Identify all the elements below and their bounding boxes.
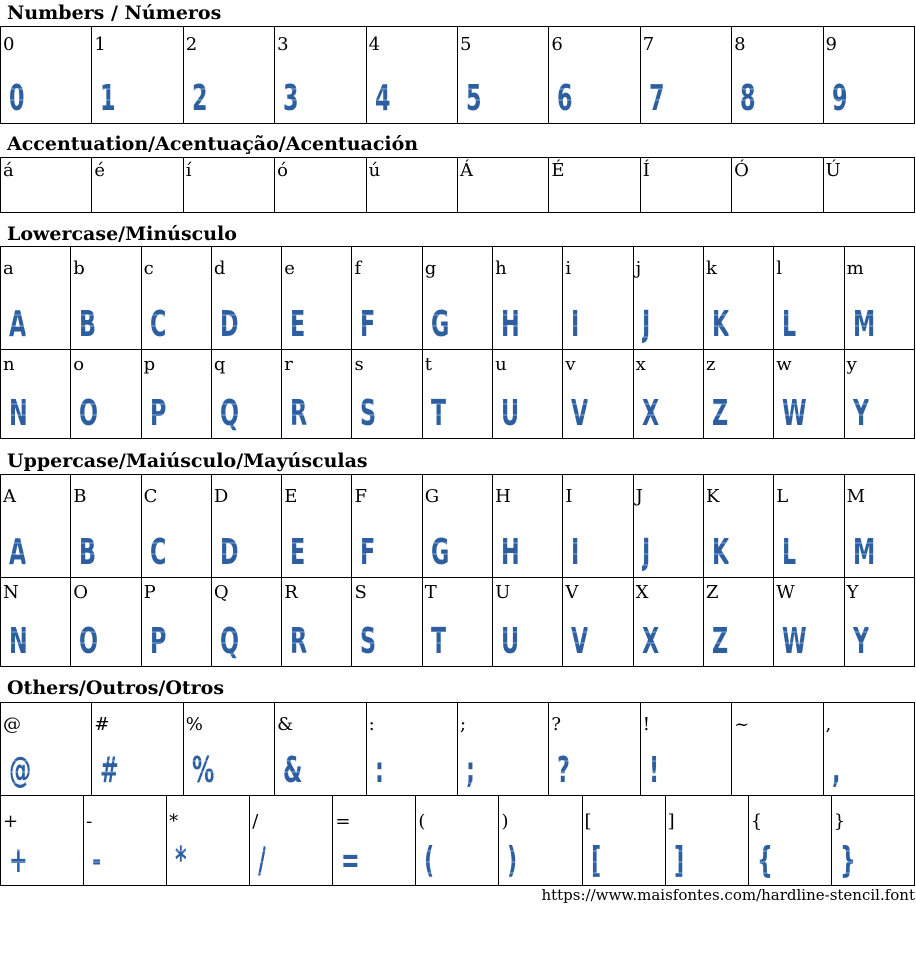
- char-label: I: [565, 486, 573, 507]
- char-label: S: [354, 582, 367, 603]
- stencil-glyph: &: [283, 750, 303, 791]
- glyph-cell: [352, 578, 422, 667]
- char-label: Y: [846, 582, 859, 603]
- glyph-cell: [457, 158, 548, 213]
- stencil-glyph: 7: [648, 78, 664, 119]
- uppercase-row-2: [1, 578, 915, 667]
- stencil-glyph: :: [374, 750, 383, 791]
- accents-grid: [0, 157, 915, 213]
- char-label: ,: [825, 714, 832, 735]
- glyph-cell: [844, 475, 914, 578]
- stencil-glyph: ?: [557, 750, 570, 791]
- char-label: =: [335, 811, 351, 832]
- lowercase-row-1: [1, 247, 915, 350]
- char-label: É: [551, 160, 565, 181]
- stencil-glyph: V: [571, 393, 589, 434]
- glyph-cell: [422, 350, 492, 439]
- char-label: Ú: [825, 160, 841, 181]
- stencil-glyph: F: [360, 304, 376, 345]
- glyph-cell: [1, 27, 92, 124]
- char-label: *: [169, 811, 179, 832]
- glyph-cell: [275, 158, 366, 213]
- glyph-cell: [703, 578, 773, 667]
- char-label: ;: [459, 714, 467, 735]
- uppercase-row-1: [1, 475, 915, 578]
- char-label: K: [705, 486, 720, 507]
- char-label: d: [213, 258, 226, 279]
- stencil-glyph: }: [839, 840, 856, 881]
- glyph-cell: [732, 703, 823, 796]
- stencil-glyph: Y: [852, 393, 869, 434]
- glyph-cell: [563, 350, 633, 439]
- uppercase-grid: [0, 474, 915, 667]
- char-label: V: [565, 582, 579, 603]
- numbers-grid: [0, 26, 915, 124]
- stencil-glyph: ;: [465, 750, 475, 791]
- char-label: é: [94, 160, 106, 181]
- stencil-glyph: L: [782, 532, 796, 573]
- stencil-glyph: U: [501, 393, 519, 434]
- char-label: !: [642, 714, 650, 735]
- glyph-cell: [665, 796, 748, 886]
- section-title-uppercase: Uppercase/Maiúsculo/Mayúsculas: [7, 450, 368, 472]
- glyph-cell: [1, 796, 84, 886]
- char-label: N: [3, 582, 19, 603]
- glyph-cell: [211, 350, 281, 439]
- char-label: k: [705, 258, 717, 279]
- stencil-glyph: Q: [219, 621, 239, 662]
- glyph-cell: [457, 27, 548, 124]
- char-label: i: [565, 258, 572, 279]
- char-label: c: [143, 258, 154, 279]
- stencil-glyph: I: [571, 304, 580, 345]
- char-label: &: [277, 714, 294, 735]
- glyph-cell: [774, 475, 844, 578]
- char-label: 4: [368, 34, 381, 55]
- stencil-glyph: B: [79, 532, 96, 573]
- numbers-row: [1, 27, 915, 124]
- glyph-cell: [422, 247, 492, 350]
- glyph-cell: [183, 27, 274, 124]
- glyph-cell: [831, 796, 914, 886]
- stencil-glyph: 0: [9, 78, 24, 119]
- stencil-glyph: O: [79, 621, 98, 662]
- glyph-cell: [549, 703, 640, 796]
- stencil-glyph: *: [175, 840, 187, 881]
- stencil-glyph: ): [507, 840, 518, 881]
- char-label: 3: [277, 34, 289, 55]
- glyph-cell: [71, 475, 141, 578]
- char-label: :: [368, 714, 375, 735]
- char-label: 7: [642, 34, 655, 55]
- glyph-cell: [211, 578, 281, 667]
- char-label: 9: [825, 34, 837, 55]
- stencil-glyph: M: [852, 532, 875, 573]
- char-label: }: [833, 811, 846, 832]
- stencil-glyph: E: [290, 532, 305, 573]
- stencil-glyph: W: [782, 393, 807, 434]
- char-label: w: [776, 354, 792, 375]
- char-label: W: [776, 582, 795, 603]
- glyph-cell: [640, 27, 731, 124]
- char-label: G: [424, 486, 440, 507]
- glyph-cell: [282, 475, 352, 578]
- char-label: ~: [734, 714, 750, 735]
- stencil-glyph: C: [149, 304, 166, 345]
- stencil-glyph: 6: [557, 78, 573, 119]
- glyph-cell: [640, 703, 731, 796]
- char-label: g: [424, 258, 437, 279]
- stencil-glyph: =: [341, 840, 360, 881]
- glyph-cell: [422, 578, 492, 667]
- glyph-cell: [732, 27, 823, 124]
- glyph-cell: [633, 350, 703, 439]
- char-label: (: [418, 811, 426, 832]
- char-label: 0: [3, 34, 15, 55]
- char-label: j: [635, 258, 642, 279]
- glyph-cell: [549, 27, 640, 124]
- stencil-glyph: X: [641, 393, 659, 434]
- stencil-glyph: R: [290, 393, 307, 434]
- char-label: Z: [705, 582, 719, 603]
- char-label: 2: [185, 34, 198, 55]
- char-label: n: [3, 354, 15, 375]
- char-label: a: [3, 258, 14, 279]
- char-label: #: [94, 714, 110, 735]
- glyph-cell: [352, 350, 422, 439]
- char-label: {: [750, 811, 763, 832]
- stencil-glyph: A: [9, 304, 26, 345]
- char-label: U: [495, 582, 511, 603]
- glyph-cell: [422, 475, 492, 578]
- stencil-glyph: G: [430, 304, 449, 345]
- glyph-cell: [493, 475, 563, 578]
- stencil-glyph: F: [360, 532, 376, 573]
- glyph-cell: [493, 350, 563, 439]
- char-label: D: [213, 486, 229, 507]
- char-label: ?: [551, 714, 561, 735]
- stencil-glyph: G: [430, 532, 449, 573]
- char-label: 5: [459, 34, 472, 55]
- char-label: @: [3, 714, 21, 735]
- stencil-glyph: S: [360, 621, 376, 662]
- stencil-glyph: T: [430, 393, 446, 434]
- char-label: r: [284, 354, 293, 375]
- glyph-cell: [1, 475, 71, 578]
- others-row-2: [1, 796, 915, 886]
- stencil-glyph: D: [219, 304, 238, 345]
- others-grid-1: [0, 702, 915, 796]
- glyph-cell: [823, 27, 914, 124]
- glyph-cell: [416, 796, 499, 886]
- glyph-cell: [141, 578, 211, 667]
- stencil-glyph: L: [782, 304, 796, 345]
- stencil-glyph: H: [501, 532, 520, 573]
- char-label: [: [584, 811, 592, 832]
- glyph-cell: [774, 350, 844, 439]
- stencil-glyph: R: [290, 621, 307, 662]
- section-title-others: Others/Outros/Otros: [7, 677, 225, 699]
- glyph-cell: [823, 158, 914, 213]
- char-label: /: [252, 811, 259, 832]
- char-label: 1: [94, 34, 106, 55]
- stencil-glyph: O: [79, 393, 98, 434]
- glyph-cell: [703, 475, 773, 578]
- stencil-glyph: P: [149, 393, 166, 434]
- char-label: Í: [642, 160, 650, 181]
- stencil-glyph: 1: [100, 78, 116, 119]
- stencil-glyph: P: [149, 621, 166, 662]
- glyph-cell: [183, 703, 274, 796]
- char-label: ]: [667, 811, 675, 832]
- stencil-glyph: Z: [711, 621, 728, 662]
- stencil-glyph: N: [9, 621, 28, 662]
- lowercase-row-2: [1, 350, 915, 439]
- stencil-glyph: W: [782, 621, 807, 662]
- glyph-cell: [844, 578, 914, 667]
- char-label: +: [3, 811, 19, 832]
- stencil-glyph: M: [852, 304, 875, 345]
- stencil-glyph: -: [92, 840, 101, 881]
- stencil-glyph: A: [9, 532, 26, 573]
- char-label: F: [354, 486, 367, 507]
- char-label: p: [143, 354, 156, 375]
- stencil-glyph: /: [258, 840, 266, 881]
- char-label: z: [705, 354, 716, 375]
- stencil-glyph: U: [501, 621, 519, 662]
- char-label: m: [846, 258, 864, 279]
- char-label: E: [284, 486, 298, 507]
- glyph-cell: [633, 475, 703, 578]
- glyph-cell: [71, 247, 141, 350]
- glyph-cell: [282, 350, 352, 439]
- char-label: A: [3, 486, 16, 507]
- char-label: x: [635, 354, 646, 375]
- glyph-cell: [582, 796, 665, 886]
- glyph-cell: [1, 247, 71, 350]
- stencil-glyph: 3: [283, 78, 299, 119]
- glyph-cell: [211, 247, 281, 350]
- char-label: l: [776, 258, 783, 279]
- glyph-cell: [84, 796, 167, 886]
- stencil-glyph: B: [79, 304, 96, 345]
- char-label: t: [424, 354, 433, 375]
- glyph-cell: [211, 475, 281, 578]
- char-label: ó: [277, 160, 289, 181]
- char-label: f: [354, 258, 362, 279]
- glyph-cell: [141, 475, 211, 578]
- char-label: J: [635, 486, 643, 507]
- glyph-cell: [1, 703, 92, 796]
- stencil-glyph: C: [149, 532, 166, 573]
- stencil-glyph: !: [648, 750, 659, 791]
- stencil-glyph: Y: [852, 621, 869, 662]
- char-label: í: [185, 160, 192, 181]
- stencil-glyph: V: [571, 621, 589, 662]
- stencil-glyph: 2: [191, 78, 207, 119]
- glyph-cell: [549, 158, 640, 213]
- glyph-cell: [457, 703, 548, 796]
- char-label: X: [635, 582, 649, 603]
- char-label: ú: [368, 160, 381, 181]
- stencil-glyph: [: [590, 840, 601, 881]
- stencil-glyph: 5: [465, 78, 481, 119]
- glyph-cell: [774, 247, 844, 350]
- glyph-cell: [333, 796, 416, 886]
- glyph-cell: [493, 247, 563, 350]
- glyph-cell: [352, 475, 422, 578]
- glyph-cell: [493, 578, 563, 667]
- accents-row: [1, 158, 915, 213]
- glyph-cell: [774, 578, 844, 667]
- glyph-cell: [366, 703, 457, 796]
- glyph-cell: [633, 578, 703, 667]
- stencil-glyph: I: [571, 532, 580, 573]
- glyph-cell: [366, 158, 457, 213]
- char-label: y: [846, 354, 857, 375]
- glyph-cell: [823, 703, 914, 796]
- char-label: s: [354, 354, 364, 375]
- section-title-accents: Accentuation/Acentuação/Acentuación: [7, 133, 419, 155]
- others-grid-2: [0, 795, 915, 886]
- stencil-glyph: ]: [673, 840, 684, 881]
- stencil-glyph: J: [641, 532, 650, 573]
- glyph-cell: [633, 247, 703, 350]
- glyph-cell: [183, 158, 274, 213]
- glyph-cell: [71, 350, 141, 439]
- char-label: u: [495, 354, 507, 375]
- glyph-cell: [703, 247, 773, 350]
- glyph-cell: [92, 158, 183, 213]
- char-label: L: [776, 486, 789, 507]
- stencil-glyph: S: [360, 393, 376, 434]
- char-label: P: [143, 582, 156, 603]
- glyph-cell: [1, 350, 71, 439]
- glyph-cell: [563, 247, 633, 350]
- stencil-glyph: 4: [374, 78, 390, 119]
- stencil-glyph: K: [711, 532, 729, 573]
- glyph-cell: [703, 350, 773, 439]
- char-label: 6: [551, 34, 563, 55]
- glyph-cell: [563, 475, 633, 578]
- char-label: H: [495, 486, 511, 507]
- glyph-cell: [352, 247, 422, 350]
- stencil-glyph: 9: [831, 78, 847, 119]
- char-label: Á: [459, 160, 473, 181]
- glyph-cell: [92, 27, 183, 124]
- char-label: v: [565, 354, 576, 375]
- stencil-glyph: {: [756, 840, 772, 881]
- lowercase-grid: [0, 246, 915, 439]
- char-label: 8: [734, 34, 746, 55]
- char-label: Q: [213, 582, 229, 603]
- char-label: -: [86, 811, 93, 832]
- glyph-cell: [366, 27, 457, 124]
- stencil-glyph: @: [9, 750, 31, 791]
- char-label: T: [424, 582, 437, 603]
- char-label: ): [501, 811, 509, 832]
- stencil-glyph: H: [501, 304, 520, 345]
- stencil-glyph: K: [711, 304, 729, 345]
- char-label: á: [3, 160, 14, 181]
- char-label: %: [185, 714, 203, 735]
- stencil-glyph: E: [290, 304, 305, 345]
- char-label: M: [846, 486, 865, 507]
- stencil-glyph: X: [641, 621, 659, 662]
- glyph-cell: [640, 158, 731, 213]
- glyph-cell: [563, 578, 633, 667]
- char-label: O: [73, 582, 89, 603]
- glyph-cell: [250, 796, 333, 886]
- glyph-cell: [141, 247, 211, 350]
- glyph-cell: [1, 578, 71, 667]
- stencil-glyph: +: [9, 840, 28, 881]
- stencil-glyph: N: [9, 393, 28, 434]
- glyph-cell: [282, 247, 352, 350]
- glyph-cell: [141, 350, 211, 439]
- char-label: e: [284, 258, 295, 279]
- char-label: q: [213, 354, 226, 375]
- stencil-glyph: 8: [740, 78, 756, 119]
- glyph-cell: [275, 27, 366, 124]
- glyph-cell: [275, 703, 366, 796]
- section-title-numbers: Numbers / Números: [7, 2, 222, 24]
- glyph-cell: [92, 703, 183, 796]
- glyph-cell: [167, 796, 250, 886]
- others-row-1: [1, 703, 915, 796]
- glyph-cell: [1, 158, 92, 213]
- char-label: C: [143, 486, 158, 507]
- glyph-cell: [732, 158, 823, 213]
- glyph-cell: [844, 247, 914, 350]
- glyph-cell: [282, 578, 352, 667]
- stencil-glyph: Z: [711, 393, 728, 434]
- stencil-glyph: #: [100, 750, 119, 791]
- char-label: b: [73, 258, 85, 279]
- stencil-glyph: D: [219, 532, 238, 573]
- char-label: R: [284, 582, 298, 603]
- stencil-glyph: %: [191, 750, 214, 791]
- char-label: B: [73, 486, 87, 507]
- char-label: o: [73, 354, 85, 375]
- char-label: h: [495, 258, 507, 279]
- glyph-cell: [499, 796, 582, 886]
- glyph-cell: [844, 350, 914, 439]
- glyph-cell: [71, 578, 141, 667]
- stencil-glyph: Q: [219, 393, 239, 434]
- char-label: Ó: [734, 160, 749, 181]
- glyph-cell: [748, 796, 831, 886]
- stencil-glyph: (: [424, 840, 434, 881]
- stencil-glyph: J: [641, 304, 650, 345]
- stencil-glyph: T: [430, 621, 446, 662]
- source-url: https://www.maisfontes.com/hardline-stencil.font: [541, 886, 915, 904]
- stencil-glyph: ,: [831, 750, 840, 791]
- section-title-lowercase: Lowercase/Minúsculo: [7, 223, 237, 245]
